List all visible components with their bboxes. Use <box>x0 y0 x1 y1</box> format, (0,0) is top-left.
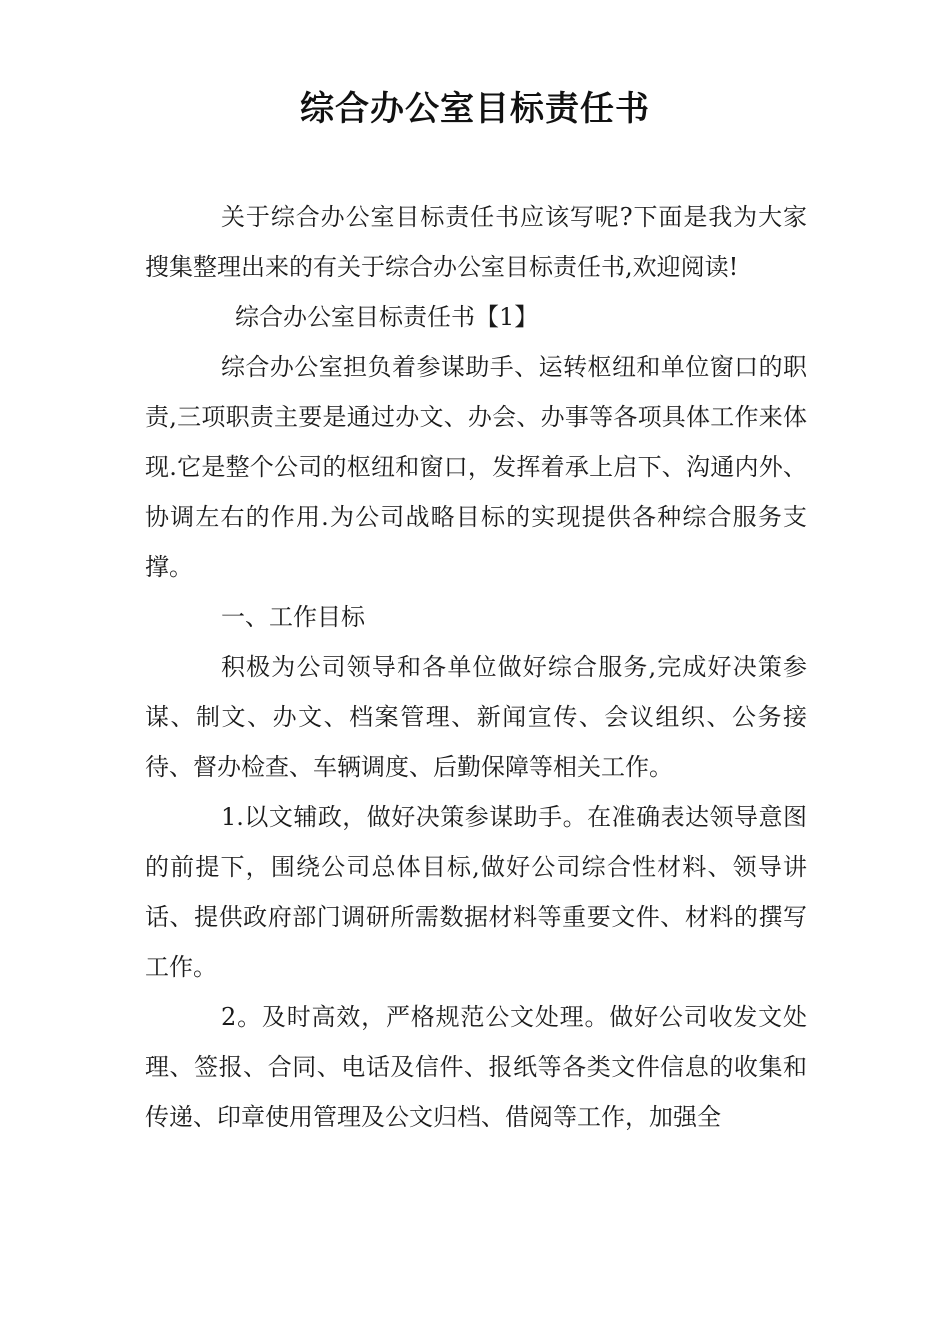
list-item: 1.以文辅政，做好决策参谋助手。在准确表达领导意图的前提下，围绕公司总体目标,做好公司综合性材料、领导讲话、提供政府部门调研所需数据材料等重要文件、材料的撰写工作。 <box>145 803 807 981</box>
intro-paragraph: 关于综合办公室目标责任书应该写呢?下面是我为大家搜集整理出来的有关于综合办公室目标责任书,欢迎阅读! <box>145 203 807 281</box>
document-title: 综合办公室目标责任书 <box>300 89 650 129</box>
subsection-heading: 一、工作目标 <box>221 603 365 631</box>
section-heading: 综合办公室目标责任书【1】 <box>235 303 539 331</box>
document-body <box>145 192 807 1142</box>
list-item: 2。及时高效，严格规范公文处理。做好公司收发文处理、签报、合同、电话及信件、报纸等各类文件信息的收集和传递、印章使用管理及公文归档、借阅等工作，加强全 <box>145 1003 807 1131</box>
body-paragraph: 综合办公室担负着参谋助手、运转枢纽和单位窗口的职责,三项职责主要是通过办文、办会、办事等各项具体工作来体现.它是整个公司的枢纽和窗口，发挥着承上启下、沟通内外、协调左右的作用.为公司战略目标的实现提供各种综合服务支撑。 <box>145 353 807 581</box>
body-paragraph: 积极为公司领导和各单位做好综合服务,完成好决策参谋、制文、办文、档案管理、新闻宣传、会议组织、公务接待、督办检查、车辆调度、后勤保障等相关工作。 <box>145 653 807 781</box>
